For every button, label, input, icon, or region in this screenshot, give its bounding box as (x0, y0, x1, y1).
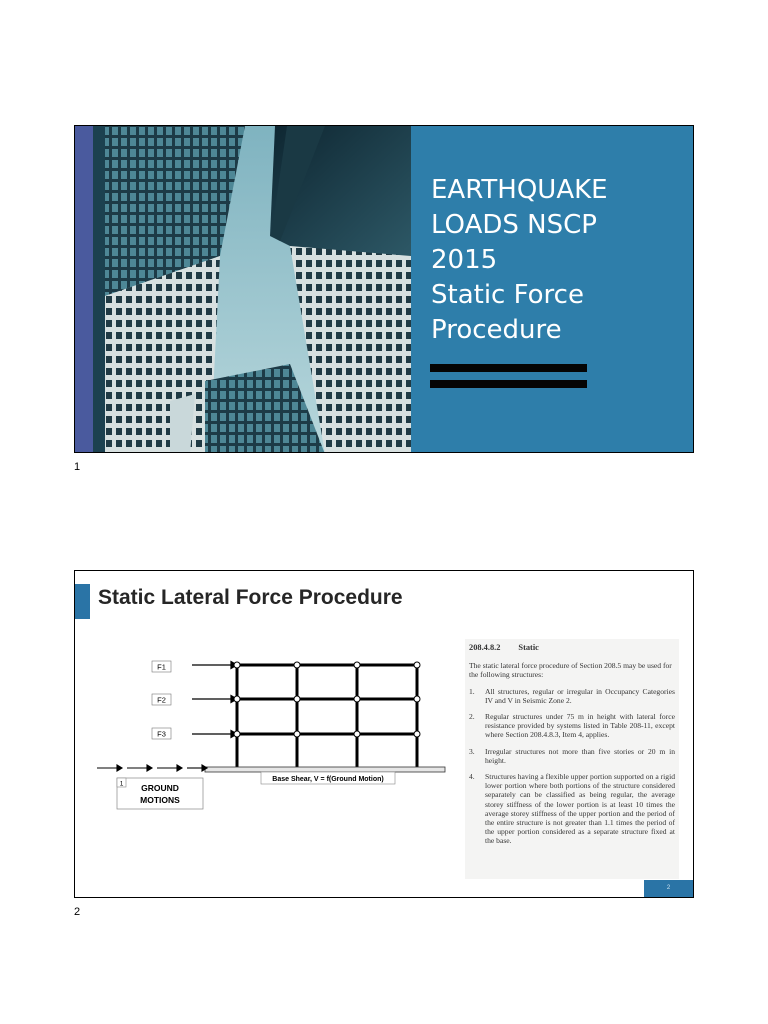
code-item-text: Structures having a flexible upper portion supported on a rigid lower portion where both portions of the structure considered separately can be classified as being regular, the average storey stiffness of the lower portion is at least 10 times the average storey stiffness of the upper portion and the period of the entire structure is not greater than 1.1 times the period of the upper portion considered as a separate structure fixed at the base. (485, 772, 675, 846)
force-arrows (192, 662, 237, 738)
code-excerpt (465, 639, 679, 879)
code-section-number: 208.4.8.2 (469, 643, 501, 652)
title-line-2: LOADS NSCP (431, 210, 597, 240)
code-section-title: Static (518, 643, 539, 652)
slide-2-title: Static Lateral Force Procedure (98, 586, 403, 609)
slide-2 (74, 570, 694, 898)
redacted-line-1 (430, 364, 587, 372)
ground-motion-arrows (97, 765, 207, 771)
ground-badge: 1 (119, 780, 124, 788)
code-item-text: All structures, regular or irregular in Occupancy Categories IV and V in Seismic Zone 2. (485, 686, 675, 705)
code-heading (469, 643, 675, 652)
skyscraper-photo (75, 126, 411, 452)
frame-diagram (75, 641, 455, 821)
code-item (469, 712, 675, 740)
ground-label-line-2: MOTIONS (140, 795, 180, 805)
ground-slab (205, 767, 445, 772)
code-item (469, 772, 675, 846)
title-line-4: Static Force (431, 280, 584, 310)
title-line-3: 2015 (431, 245, 498, 275)
redacted-line-2 (430, 380, 587, 388)
force-label-f3: F3 (157, 729, 166, 739)
force-label-f1: F1 (157, 662, 166, 672)
code-item-number: 3. (469, 746, 475, 756)
code-item-number: 2. (469, 712, 475, 722)
slide-2-number: 2 (74, 906, 81, 918)
title-line-1: EARTHQUAKE (431, 175, 608, 205)
title-line-5: Procedure (431, 315, 562, 345)
slide-1-title (431, 173, 681, 348)
code-item (469, 747, 675, 765)
slide-1 (74, 125, 694, 453)
code-item-text: Irregular structures not more than five stories or 20 m in height. (485, 746, 675, 765)
title-accent-bar (75, 584, 90, 619)
base-shear-label: Base Shear, V = f(Ground Motion) (272, 776, 384, 783)
code-item-text: Regular structures under 75 m in height with lateral force resistance provided by systems listed in Table 208-11, except where Section 208.4.8.3, Item 4, applies. (485, 712, 675, 740)
force-label-f2: F2 (157, 695, 166, 705)
code-item-number: 1. (469, 686, 475, 696)
slide-1-number: 1 (74, 461, 81, 473)
code-item-number: 4. (469, 772, 475, 782)
code-item (469, 687, 675, 705)
slide-page-tag: 2 (644, 880, 693, 897)
code-intro: The static lateral force procedure of Section 208.5 may be used for the following structures: (469, 661, 672, 680)
building-frame (237, 665, 417, 767)
ground-label-line-1: GROUND (141, 783, 179, 793)
